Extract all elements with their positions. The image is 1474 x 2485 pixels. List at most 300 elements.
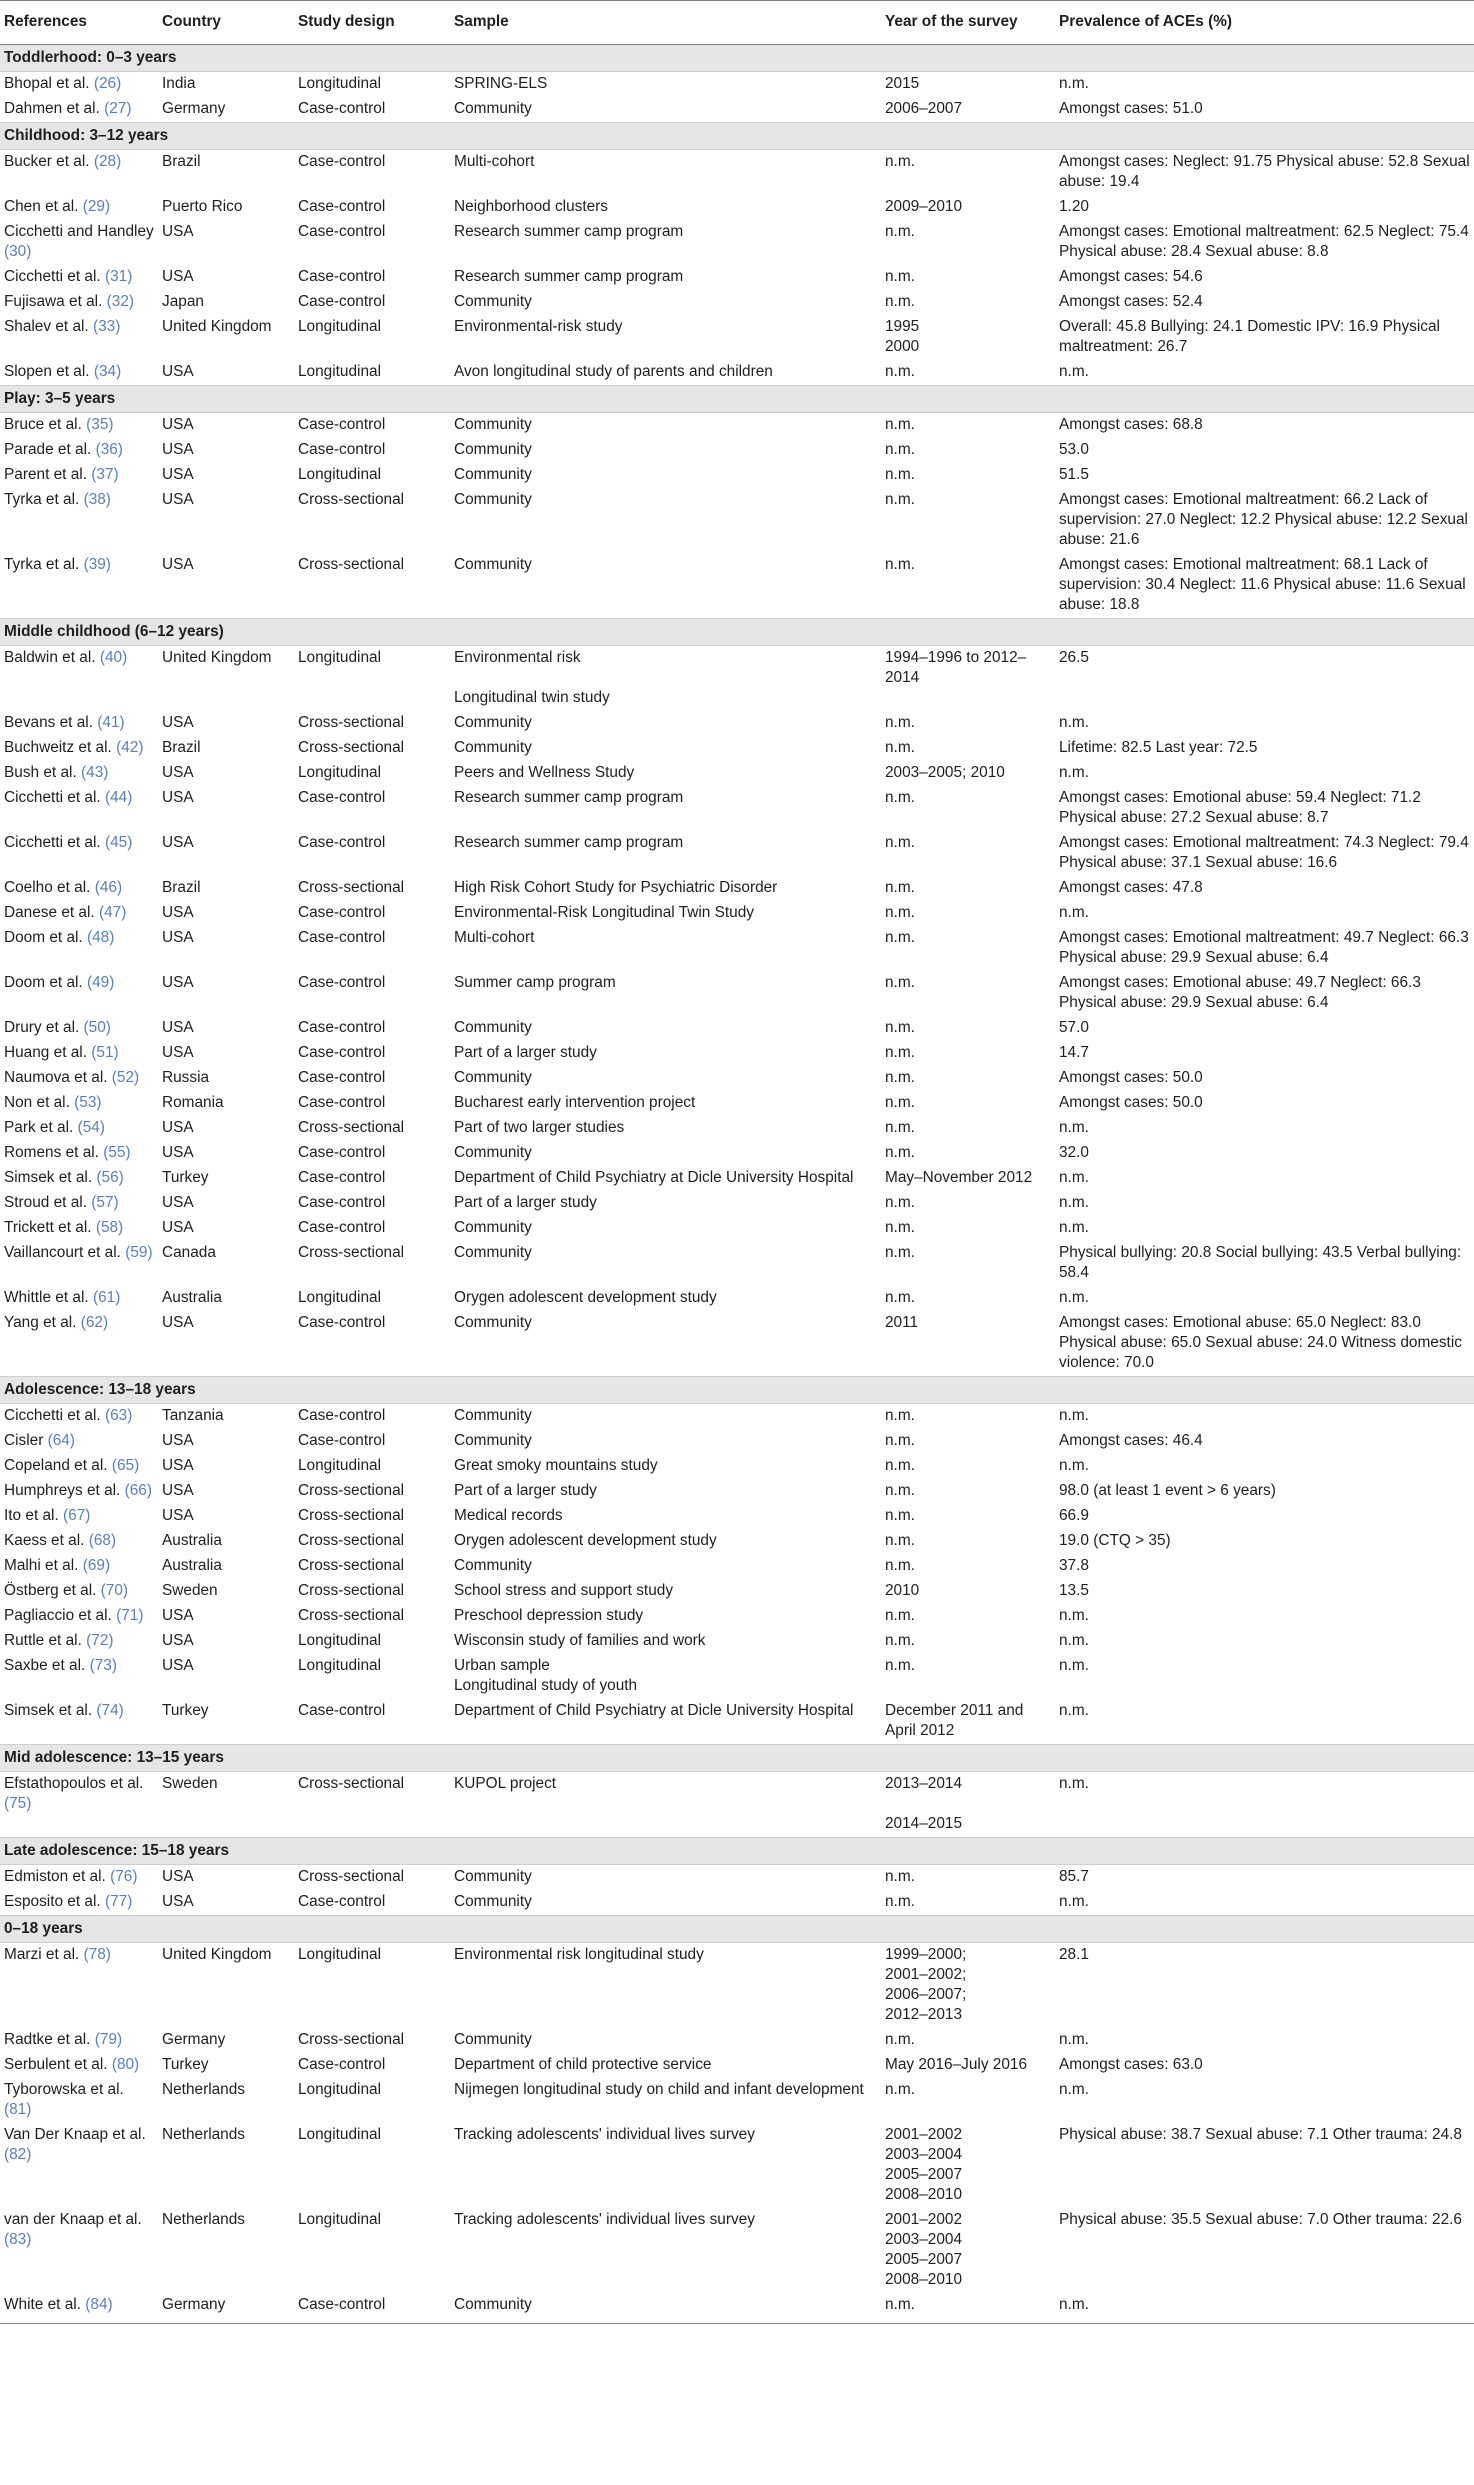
cell-reference — [0, 2208, 158, 2293]
reference-author: Pagliaccio et al. — [4, 1607, 112, 1624]
table-row — [0, 150, 1474, 196]
citation-link[interactable]: (70) — [100, 1582, 129, 1599]
cell-sample — [450, 2078, 881, 2123]
cell-study-design: Case-control — [294, 1311, 450, 1377]
cell-prevalence: Amongst cases: Emotional maltreatment: 68.1 Lack of supervision: 30.4 Neglect: 11.6 Physical abuse: 11.6 Sexual abuse: 18.8 — [1055, 553, 1474, 619]
table-row — [0, 736, 1474, 761]
cell-sample-line: Community — [454, 1314, 532, 1331]
cell-year-line: n.m. — [885, 1289, 915, 1306]
cell-country: Canada — [158, 1241, 294, 1286]
citation-link[interactable]: (67) — [63, 1507, 91, 1524]
table-row — [0, 72, 1474, 98]
cell-sample — [450, 1865, 881, 1891]
cell-sample-line: Community — [454, 1868, 532, 1885]
cell-year — [881, 736, 1055, 761]
cell-prevalence: 32.0 — [1055, 1141, 1474, 1166]
cell-year-line: n.m. — [885, 1632, 915, 1649]
reference-author: Vaillancourt et al. — [4, 1244, 121, 1261]
table-row — [0, 1604, 1474, 1629]
cell-reference — [0, 463, 158, 488]
cell-sample — [450, 97, 881, 123]
cell-reference — [0, 1216, 158, 1241]
header-sample: Sample — [450, 1, 881, 45]
cell-year-line: n.m. — [885, 974, 915, 991]
cell-year-line: 2006–2007 — [885, 100, 963, 117]
cell-year — [881, 1554, 1055, 1579]
citation-link[interactable]: (39) — [83, 556, 111, 573]
table-row — [0, 463, 1474, 488]
cell-country: India — [158, 72, 294, 98]
cell-prevalence: n.m. — [1055, 1166, 1474, 1191]
cell-reference — [0, 1066, 158, 1091]
reference-author: Radtke et al. — [4, 2031, 91, 2048]
cell-year — [881, 1216, 1055, 1241]
citation-link[interactable]: (41) — [97, 714, 125, 731]
cell-study-design: Case-control — [294, 290, 450, 315]
cell-reference — [0, 1479, 158, 1504]
cell-sample — [450, 1141, 881, 1166]
reference-author: Baldwin et al. — [4, 649, 96, 666]
cell-country: USA — [158, 1865, 294, 1891]
cell-reference — [0, 290, 158, 315]
cell-reference — [0, 72, 158, 98]
table-row — [0, 1286, 1474, 1311]
cell-year-line: n.m. — [885, 1457, 915, 1474]
cell-year-line: n.m. — [885, 363, 915, 380]
cell-year — [881, 876, 1055, 901]
cell-reference — [0, 195, 158, 220]
reference-author: Copeland et al. — [4, 1457, 108, 1474]
cell-year-line: 2015 — [885, 75, 920, 92]
cell-country: USA — [158, 1890, 294, 1916]
cell-sample — [450, 2053, 881, 2078]
cell-reference — [0, 1241, 158, 1286]
table-row — [0, 1579, 1474, 1604]
cell-year-line: n.m. — [885, 929, 915, 946]
citation-link[interactable]: (79) — [94, 2031, 123, 2048]
cell-sample-line: Community — [454, 2031, 532, 2048]
table-row — [0, 1554, 1474, 1579]
header-references: References — [0, 1, 158, 45]
citation-link[interactable]: (68) — [88, 1532, 117, 1549]
cell-reference — [0, 2028, 158, 2053]
table-row — [0, 876, 1474, 901]
cell-year — [881, 1041, 1055, 1066]
cell-prevalence: 57.0 — [1055, 1016, 1474, 1041]
reference-author: Bush et al. — [4, 764, 77, 781]
citation-link[interactable]: (53) — [74, 1094, 102, 1111]
cell-prevalence: Lifetime: 82.5 Last year: 72.5 — [1055, 736, 1474, 761]
cell-sample-line: Community — [454, 416, 532, 433]
table-row — [0, 2028, 1474, 2053]
citation-link[interactable]: (42) — [116, 739, 144, 756]
cell-sample-line: Community — [454, 1432, 532, 1449]
cell-study-design: Case-control — [294, 438, 450, 463]
section-row — [0, 1916, 1474, 1943]
citation-link[interactable]: (71) — [116, 1607, 144, 1624]
citation-link[interactable]: (54) — [77, 1119, 105, 1136]
cell-country: United Kingdom — [158, 1943, 294, 2029]
cell-study-design: Cross-sectional — [294, 1479, 450, 1504]
cell-country: USA — [158, 1629, 294, 1654]
cell-year-line: 2005–2007 — [885, 2166, 963, 2183]
cell-prevalence: Amongst cases: Neglect: 91.75 Physical abuse: 52.8 Sexual abuse: 19.4 — [1055, 150, 1474, 196]
reference-author: White et al. — [4, 2296, 81, 2313]
citation-link[interactable]: (83) — [4, 2231, 32, 2248]
cell-country: Australia — [158, 1286, 294, 1311]
citation-link[interactable]: (82) — [4, 2146, 32, 2163]
cell-year-line: 1994–1996 to 2012–2014 — [885, 649, 1027, 686]
cell-country: USA — [158, 1429, 294, 1454]
citation-link[interactable]: (65) — [111, 1457, 140, 1474]
cell-country: USA — [158, 438, 294, 463]
cell-country: USA — [158, 1504, 294, 1529]
citation-link[interactable]: (27) — [104, 100, 132, 117]
cell-country: Brazil — [158, 736, 294, 761]
cell-sample-line: Nijmegen longitudinal study on child and infant development — [454, 2081, 864, 2098]
cell-study-design: Cross-sectional — [294, 553, 450, 619]
cell-sample-line: Community — [454, 1144, 532, 1161]
cell-sample-line: Community — [454, 1407, 532, 1424]
cell-study-design: Longitudinal — [294, 1629, 450, 1654]
citation-link[interactable]: (37) — [91, 466, 119, 483]
citation-link[interactable]: (77) — [104, 1893, 133, 1910]
citation-link[interactable]: (66) — [124, 1482, 152, 1499]
table-row — [0, 1454, 1474, 1479]
cell-year-line: 2008–2010 — [885, 2271, 963, 2288]
citation-link[interactable]: (81) — [4, 2101, 32, 2118]
citation-link[interactable]: (55) — [103, 1144, 131, 1161]
cell-country: USA — [158, 786, 294, 831]
cell-study-design: Case-control — [294, 2293, 450, 2324]
citation-link[interactable]: (38) — [83, 491, 111, 508]
cell-year — [881, 926, 1055, 971]
cell-sample — [450, 901, 881, 926]
cell-sample-line: Community — [454, 2296, 532, 2313]
cell-reference — [0, 736, 158, 761]
reference-author: Bhopal et al. — [4, 75, 90, 92]
citation-link[interactable]: (36) — [95, 441, 123, 458]
cell-sample-line: Part of a larger study — [454, 1482, 597, 1499]
cell-sample — [450, 1216, 881, 1241]
cell-prevalence: n.m. — [1055, 1654, 1474, 1699]
cell-study-design: Longitudinal — [294, 1286, 450, 1311]
cell-study-design: Cross-sectional — [294, 1865, 450, 1891]
cell-year — [881, 195, 1055, 220]
cell-year — [881, 901, 1055, 926]
cell-prevalence: Amongst cases: Emotional maltreatment: 74.3 Neglect: 79.4 Physical abuse: 37.1 Sexual abuse: 16.6 — [1055, 831, 1474, 876]
cell-country: Germany — [158, 97, 294, 123]
cell-reference — [0, 1629, 158, 1654]
citation-link[interactable]: (62) — [80, 1314, 109, 1331]
section-row — [0, 45, 1474, 72]
citation-link[interactable]: (56) — [96, 1169, 124, 1186]
cell-country: USA — [158, 1016, 294, 1041]
citation-link[interactable]: (33) — [92, 318, 121, 335]
cell-year — [881, 1191, 1055, 1216]
table-body — [0, 45, 1474, 2324]
cell-study-design: Cross-sectional — [294, 1554, 450, 1579]
reference-author: Doom et al. — [4, 929, 83, 946]
cell-year-line: 2010 — [885, 1582, 920, 1599]
table-row — [0, 926, 1474, 971]
cell-year-line: n.m. — [885, 1119, 915, 1136]
cell-country: Tanzania — [158, 1404, 294, 1430]
cell-sample — [450, 1579, 881, 1604]
table-row — [0, 315, 1474, 360]
cell-sample-line: Research summer camp program — [454, 834, 684, 851]
cell-sample — [450, 290, 881, 315]
citation-link[interactable]: (34) — [93, 363, 122, 380]
citation-link[interactable]: (69) — [82, 1557, 111, 1574]
citation-link[interactable]: (75) — [4, 1795, 32, 1812]
cell-year — [881, 220, 1055, 265]
citation-link[interactable]: (74) — [96, 1702, 124, 1719]
table-row — [0, 1772, 1474, 1838]
cell-prevalence: Amongst cases: Emotional maltreatment: 66.2 Lack of supervision: 27.0 Neglect: 12.2 Physical abuse: 12.2 Sexual abuse: 21.6 — [1055, 488, 1474, 553]
cell-year-line: 2000 — [885, 338, 920, 355]
cell-year-line: n.m. — [885, 1044, 915, 1061]
citation-link[interactable]: (49) — [86, 974, 115, 991]
cell-country: Germany — [158, 2028, 294, 2053]
citation-link[interactable]: (44) — [104, 789, 133, 806]
citation-link[interactable]: (80) — [111, 2056, 140, 2073]
header-year-of-survey: Year of the survey — [881, 1, 1055, 45]
citation-link[interactable]: (30) — [4, 243, 32, 260]
cell-study-design: Case-control — [294, 786, 450, 831]
cell-year-line: 2005–2007 — [885, 2251, 963, 2268]
cell-prevalence: Physical abuse: 38.7 Sexual abuse: 7.1 Other trauma: 24.8 — [1055, 2123, 1474, 2208]
cell-study-design: Case-control — [294, 2053, 450, 2078]
citation-link[interactable]: (40) — [99, 649, 128, 666]
cell-study-design: Case-control — [294, 831, 450, 876]
table-row — [0, 1529, 1474, 1554]
reference-author: Parent et al. — [4, 466, 87, 483]
cell-study-design: Cross-sectional — [294, 1504, 450, 1529]
citation-link[interactable]: (46) — [94, 879, 123, 896]
citation-link[interactable]: (51) — [91, 1044, 119, 1061]
citation-link[interactable]: (28) — [93, 153, 122, 170]
reference-author: Slopen et al. — [4, 363, 90, 380]
cell-sample — [450, 711, 881, 736]
citation-link[interactable]: (59) — [125, 1244, 153, 1261]
cell-sample — [450, 1772, 881, 1838]
cell-year — [881, 831, 1055, 876]
reference-author: Stroud et al. — [4, 1194, 87, 1211]
cell-year — [881, 1091, 1055, 1116]
cell-sample — [450, 1241, 881, 1286]
cell-reference — [0, 876, 158, 901]
cell-prevalence: Amongst cases: Emotional maltreatment: 49.7 Neglect: 66.3 Physical abuse: 29.9 Sexual abuse: 6.4 — [1055, 926, 1474, 971]
cell-study-design: Longitudinal — [294, 463, 450, 488]
table-row — [0, 1479, 1474, 1504]
cell-reference — [0, 97, 158, 123]
table-row — [0, 1654, 1474, 1699]
citation-link[interactable]: (76) — [110, 1868, 138, 1885]
table-row — [0, 1504, 1474, 1529]
cell-study-design: Cross-sectional — [294, 876, 450, 901]
cell-year-line: May–November 2012 — [885, 1169, 1033, 1186]
cell-country: Turkey — [158, 2053, 294, 2078]
cell-country: Netherlands — [158, 2078, 294, 2123]
cell-sample — [450, 360, 881, 386]
cell-year-line: n.m. — [885, 1019, 915, 1036]
reference-author: Cicchetti et al. — [4, 1407, 101, 1424]
citation-link[interactable]: (26) — [93, 75, 122, 92]
citation-link[interactable]: (84) — [85, 2296, 113, 2313]
reference-author: Ruttle et al. — [4, 1632, 82, 1649]
cell-sample — [450, 220, 881, 265]
cell-sample-line: Research summer camp program — [454, 223, 684, 240]
header-prevalence: Prevalence of ACEs (%) — [1055, 1, 1474, 45]
reference-author: Danese et al. — [4, 904, 95, 921]
reference-author: Romens et al. — [4, 1144, 99, 1161]
cell-sample — [450, 786, 881, 831]
cell-sample — [450, 413, 881, 439]
cell-sample-line: Neighborhood clusters — [454, 198, 608, 215]
table-row — [0, 1865, 1474, 1891]
citation-link[interactable]: (31) — [104, 268, 133, 285]
section-heading: Mid adolescence: 13–15 years — [0, 1745, 1474, 1772]
cell-prevalence: Amongst cases: 68.8 — [1055, 413, 1474, 439]
reference-author: Non et al. — [4, 1094, 70, 1111]
citation-link[interactable]: (61) — [92, 1289, 121, 1306]
cell-sample-line: Peers and Wellness Study — [454, 764, 635, 781]
cell-year-line: n.m. — [885, 223, 915, 240]
cell-prevalence: n.m. — [1055, 2293, 1474, 2324]
table-row — [0, 1216, 1474, 1241]
citation-link[interactable]: (48) — [86, 929, 115, 946]
cell-year — [881, 438, 1055, 463]
cell-study-design: Cross-sectional — [294, 1116, 450, 1141]
citation-link[interactable]: (64) — [47, 1432, 75, 1449]
cell-study-design: Longitudinal — [294, 1943, 450, 2029]
citation-link[interactable]: (47) — [98, 904, 127, 921]
cell-year — [881, 265, 1055, 290]
cell-study-design: Case-control — [294, 1216, 450, 1241]
cell-year-line: n.m. — [885, 293, 915, 310]
cell-country: Australia — [158, 1554, 294, 1579]
cell-year-line: n.m. — [885, 491, 915, 508]
cell-year — [881, 413, 1055, 439]
cell-country: USA — [158, 220, 294, 265]
cell-country: United Kingdom — [158, 646, 294, 712]
cell-sample — [450, 761, 881, 786]
reference-author: Fujisawa et al. — [4, 293, 103, 310]
cell-prevalence: n.m. — [1055, 1629, 1474, 1654]
reference-author: Cisler — [4, 1432, 44, 1449]
cell-sample — [450, 1166, 881, 1191]
citation-link[interactable]: (58) — [95, 1219, 124, 1236]
cell-prevalence: n.m. — [1055, 2028, 1474, 2053]
cell-year — [881, 1016, 1055, 1041]
cell-year — [881, 1629, 1055, 1654]
citation-link[interactable]: (72) — [86, 1632, 114, 1649]
header-study-design: Study design — [294, 1, 450, 45]
cell-study-design: Case-control — [294, 1166, 450, 1191]
cell-year-line: n.m. — [885, 834, 915, 851]
cell-reference — [0, 1191, 158, 1216]
citation-link[interactable]: (35) — [86, 416, 114, 433]
citation-link[interactable]: (57) — [91, 1194, 119, 1211]
cell-sample-line: Tracking adolescents' individual lives survey — [454, 2126, 755, 2143]
header-row — [0, 1, 1474, 45]
cell-prevalence: Amongst cases: Emotional maltreatment: 62.5 Neglect: 75.4 Physical abuse: 28.4 Sexual abuse: 8.8 — [1055, 220, 1474, 265]
cell-country: Russia — [158, 1066, 294, 1091]
cell-country: USA — [158, 901, 294, 926]
cell-reference — [0, 2293, 158, 2324]
table-row — [0, 1141, 1474, 1166]
cell-country: Brazil — [158, 876, 294, 901]
cell-year-line: 2009–2010 — [885, 198, 963, 215]
table-row — [0, 646, 1474, 712]
cell-year-line: n.m. — [885, 441, 915, 458]
cell-study-design: Cross-sectional — [294, 488, 450, 553]
cell-country: Sweden — [158, 1772, 294, 1838]
cell-year-line: 2008–2010 — [885, 2186, 963, 2203]
cell-country: Germany — [158, 2293, 294, 2324]
cell-reference — [0, 1091, 158, 1116]
cell-sample-line: Bucharest early intervention project — [454, 1094, 696, 1111]
cell-study-design: Case-control — [294, 413, 450, 439]
citation-link[interactable]: (45) — [104, 834, 133, 851]
cell-sample — [450, 876, 881, 901]
citation-link[interactable]: (29) — [82, 198, 111, 215]
cell-year — [881, 1504, 1055, 1529]
cell-sample-line: Community — [454, 1557, 532, 1574]
reference-author: Saxbe et al. — [4, 1657, 86, 1674]
cell-year-line: n.m. — [885, 416, 915, 433]
cell-reference — [0, 971, 158, 1016]
table-row — [0, 1699, 1474, 1745]
cell-prevalence: 85.7 — [1055, 1865, 1474, 1891]
table-row — [0, 1166, 1474, 1191]
section-heading: Childhood: 3–12 years — [0, 123, 1474, 150]
citation-link[interactable]: (32) — [106, 293, 135, 310]
reference-author: Cicchetti et al. — [4, 789, 101, 806]
table-row — [0, 1429, 1474, 1454]
cell-year — [881, 97, 1055, 123]
cell-year — [881, 150, 1055, 196]
cell-sample-line: Community — [454, 1219, 532, 1236]
cell-country: USA — [158, 1216, 294, 1241]
cell-study-design: Longitudinal — [294, 72, 450, 98]
citation-link[interactable]: (43) — [81, 764, 109, 781]
cell-reference — [0, 786, 158, 831]
reference-author: Yang et al. — [4, 1314, 77, 1331]
cell-year-line: n.m. — [885, 1893, 915, 1910]
cell-year-line: 2001–2002 — [885, 2126, 963, 2143]
cell-sample — [450, 2208, 881, 2293]
citation-link[interactable]: (78) — [83, 1946, 111, 1963]
cell-year-line: 2003–2005; 2010 — [885, 764, 1005, 781]
cell-year — [881, 1066, 1055, 1091]
cell-study-design: Case-control — [294, 1091, 450, 1116]
cell-prevalence: n.m. — [1055, 711, 1474, 736]
citation-link[interactable]: (73) — [89, 1657, 117, 1674]
cell-study-design: Case-control — [294, 901, 450, 926]
cell-sample-line: Part of a larger study — [454, 1044, 597, 1061]
cell-sample-line: Department of Child Psychiatry at Dicle University Hospital — [454, 1169, 854, 1186]
cell-country: USA — [158, 831, 294, 876]
citation-link[interactable]: (63) — [104, 1407, 133, 1424]
citation-link[interactable]: (52) — [111, 1069, 140, 1086]
citation-link[interactable]: (50) — [83, 1019, 111, 1036]
cell-year — [881, 290, 1055, 315]
cell-country: Japan — [158, 290, 294, 315]
cell-reference — [0, 1504, 158, 1529]
cell-year-line: 2003–2004 — [885, 2146, 963, 2163]
